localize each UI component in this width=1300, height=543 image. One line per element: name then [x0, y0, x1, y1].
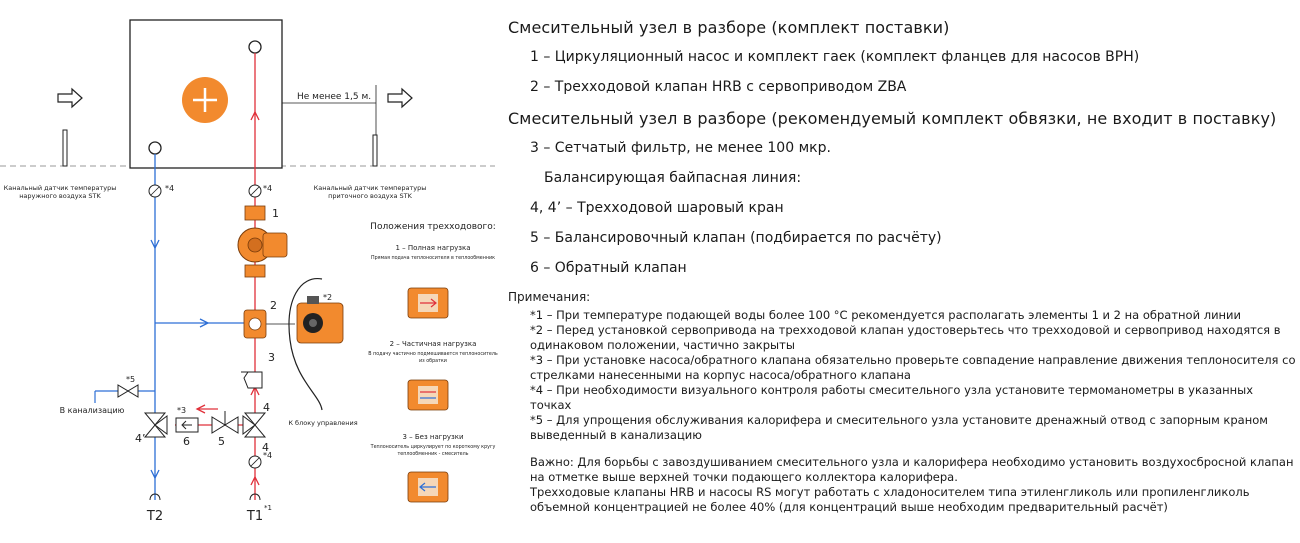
strainer-filter [241, 372, 262, 388]
mark-4-return: *4 [165, 184, 175, 193]
outdoor-sensor-probe [63, 130, 67, 166]
important-2: Трехходовые клапаны HRB и насосы RS могут работать с хладоносителем типа этиленгликоль или пропиленгликоль объемной концентрацией не более 40% (для концентраций выше необходим предварительный расчёт) [530, 485, 1250, 514]
inlet-thermometer-icon [249, 456, 261, 468]
t1-label: Т1 [246, 509, 264, 524]
return-thermometer-icon [149, 185, 161, 197]
valve-position-1-icon [408, 288, 448, 318]
mark-4-supply: *4 [263, 184, 273, 193]
position-1-desc: Прямая подача теплоносителя в теплообменник [370, 256, 496, 261]
t2-label: Т2 [146, 509, 164, 524]
notes-title: Примечания: [508, 290, 591, 304]
balancing-valve-5 [212, 411, 238, 433]
note-4: *4 – При необходимости визуального контроля работы смесительного узла установите термоманометры в указанных точках [530, 383, 1254, 412]
position-2-title: 2 – Частичная нагрузка [389, 340, 477, 348]
air-inflow-arrow-icon [58, 89, 82, 107]
label-4b: 4 [262, 441, 269, 454]
position-2-desc-1: В подачу частично подмешивается теплоноситель [368, 352, 498, 357]
return-pipe [151, 154, 245, 500]
important-notes [530, 455, 1298, 515]
heading-supply-kit: Смесительный узел в разборе (комплект поставки) [508, 18, 950, 37]
label-3: 3 [268, 351, 275, 364]
label-2: 2 [270, 299, 277, 312]
mark-2: *2 [323, 293, 333, 302]
valve-position-3-icon [408, 472, 448, 502]
mark-5: *5 [126, 375, 136, 384]
label-4-prime: 4’ [135, 432, 146, 445]
control-unit-label: К блоку управления [288, 419, 358, 427]
check-valve-6 [176, 418, 198, 432]
legend-item-5: 5 – Балансировочный клапан (подбирается по расчёту) [530, 230, 942, 246]
supply-sensor-label: Канальный датчик температуры [313, 184, 427, 192]
drain-branch [95, 385, 155, 403]
label-6: 6 [183, 435, 190, 448]
hydraulic-scheme [0, 0, 500, 543]
valve-actuator [297, 296, 343, 343]
legend-item-6: 6 – Обратный клапан [530, 260, 687, 276]
supply-connection [249, 41, 261, 53]
note-3: *3 – При установке насоса/обратного клапана обязательно проверьте совпадение направление движения теплоносителя со стрелками нанесенными на корпус насоса/обратного клапана [530, 353, 1296, 382]
legend-item-3: 3 – Сетчатый фильтр, не менее 100 мкр. [530, 140, 831, 156]
air-outflow-arrow-icon [388, 89, 412, 107]
legend-panel [508, 18, 1298, 515]
circulation-pump [238, 206, 287, 277]
return-connection [149, 142, 161, 154]
ball-valve-4 [243, 413, 265, 437]
legend-item-4: 4, 4’ – Трехходовой шаровый кран [530, 200, 784, 216]
heading-recommended-kit: Смесительный узел в разборе (рекомендуемый комплект обвязки, не входит в поставку) [508, 109, 1277, 128]
position-2-desc-2: из обратки [419, 359, 447, 364]
label-4: 4 [263, 401, 270, 414]
position-3-desc-2: теплообменник - смеситель [397, 452, 469, 457]
important-1: Важно: Для борьбы с завоздушиванием смесительного узла и калорифера необходимо установить воздухосбросной клапан на отметке выше верхней точки подающего коллектора калорифера. [530, 455, 1294, 484]
valve-positions-title: Положения трехходового: [370, 222, 496, 232]
note-1: *1 – При температуре подающей воды более 100 °С рекомендуется располагать элементы 1 и 2 на обратной линии [530, 308, 1242, 322]
position-1-title: 1 – Полная нагрузка [395, 244, 471, 252]
legend-item-1: 1 – Циркуляционный насос и комплект гаек (комплект фланцев для насосов ВРН) [530, 49, 1140, 65]
mark-4-inlet: *4 [263, 451, 273, 460]
supply-sensor-probe [373, 135, 377, 166]
valve-position-2-icon [408, 380, 448, 410]
position-3-desc-1: Теплоноситель циркулирует по короткому кругу [370, 445, 496, 450]
mark-1: *1 [264, 504, 272, 512]
legend-item-2: 2 – Трехходовой клапан HRB с сервоприводом ZBA [530, 79, 907, 95]
drain-label: В канализацию [59, 406, 125, 415]
label-1: 1 [272, 207, 279, 220]
distance-label: Не менее 1,5 м. [297, 92, 372, 102]
position-3-title: 3 – Без нагрузки [402, 433, 464, 441]
legend-item-bypass: Балансирующая байпасная линия: [544, 170, 802, 186]
outdoor-sensor-label-2: наружного воздуха STK [19, 192, 101, 200]
supply-sensor-label-2: приточного воздуха STK [328, 192, 412, 200]
supply-thermometer-icon [249, 185, 261, 197]
label-5: 5 [218, 435, 225, 448]
three-way-valve [244, 310, 295, 338]
note-5: *5 – Для упрощения обслуживания калорифера и смесительного узла установите дренажный отвод с запорным краном выведенный в канализацию [530, 413, 1268, 442]
note-2: *2 – Перед установкой сервопривода на трехходовой клапан удостоверьтесь что трехходовой и сервопривод находятся в одинаковом положении, частично закрыты [530, 323, 1281, 352]
mark-3: *3 [177, 406, 187, 415]
ball-valve-4-prime [145, 413, 167, 437]
outdoor-sensor-label: Канальный датчик температуры [3, 184, 117, 192]
